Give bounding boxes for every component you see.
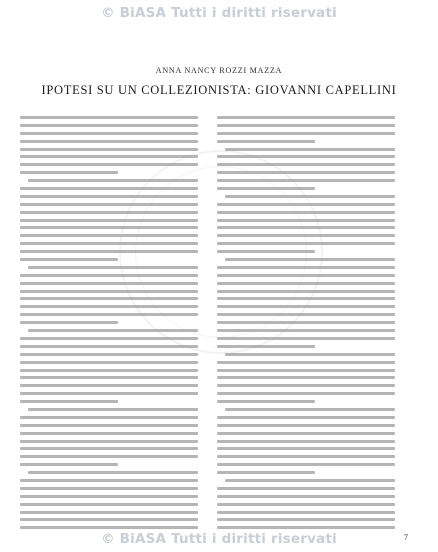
text-line-placeholder	[217, 250, 315, 253]
text-line-placeholder	[217, 140, 315, 143]
text-line-placeholder	[217, 376, 395, 379]
text-line-placeholder	[217, 219, 395, 222]
text-line-placeholder	[225, 195, 395, 198]
text-line-placeholder	[217, 226, 395, 229]
text-line-placeholder	[217, 171, 395, 174]
text-line-placeholder	[217, 361, 395, 364]
text-line-placeholder	[20, 432, 198, 435]
text-line-placeholder	[217, 455, 395, 458]
text-line-placeholder	[20, 132, 198, 135]
text-line-placeholder	[217, 384, 395, 387]
watermark-top: © BiASA Tutti i diritti riservati	[101, 5, 337, 21]
text-line-placeholder	[217, 440, 395, 443]
text-line-placeholder	[225, 408, 395, 411]
text-line-placeholder	[20, 195, 198, 198]
article-author: ANNA NANCY ROZZI MAZZA	[155, 66, 283, 75]
text-line-placeholder	[217, 345, 315, 348]
text-line-placeholder	[217, 337, 395, 340]
text-line-placeholder	[217, 187, 315, 190]
text-line-placeholder	[217, 234, 395, 237]
text-line-placeholder	[20, 290, 198, 293]
text-line-placeholder	[217, 211, 395, 214]
text-line-placeholder	[20, 416, 198, 419]
text-line-placeholder	[20, 503, 198, 506]
text-line-placeholder	[20, 211, 198, 214]
text-line-placeholder	[225, 479, 395, 482]
text-line-placeholder	[20, 447, 198, 450]
text-line-placeholder	[20, 392, 198, 395]
text-line-placeholder	[217, 163, 395, 166]
article-title: IPOTESI SU UN COLLEZIONISTA: GIOVANNI CAPELLINI	[41, 83, 397, 97]
text-line-placeholder	[20, 479, 198, 482]
text-line-placeholder	[217, 116, 395, 119]
text-line-placeholder	[217, 132, 395, 135]
text-line-placeholder	[225, 148, 395, 151]
text-line-placeholder	[217, 392, 395, 395]
text-line-placeholder	[217, 297, 395, 300]
text-line-placeholder	[217, 416, 395, 419]
text-line-placeholder	[217, 155, 395, 158]
text-line-placeholder	[217, 487, 395, 490]
text-line-placeholder	[217, 432, 395, 435]
text-line-placeholder	[217, 503, 395, 506]
text-line-placeholder	[217, 282, 395, 285]
text-line-placeholder	[20, 203, 198, 206]
text-line-placeholder	[20, 313, 198, 316]
text-line-placeholder	[20, 282, 198, 285]
text-line-placeholder	[20, 258, 118, 261]
text-line-placeholder	[20, 345, 198, 348]
text-line-placeholder	[20, 140, 198, 143]
text-line-placeholder	[20, 116, 198, 119]
text-line-placeholder	[217, 495, 395, 498]
text-line-placeholder	[20, 234, 198, 237]
text-line-placeholder	[217, 290, 395, 293]
text-line-placeholder	[20, 242, 198, 245]
text-line-placeholder	[20, 384, 198, 387]
text-line-placeholder	[20, 361, 198, 364]
text-line-placeholder	[20, 369, 198, 372]
text-line-placeholder	[20, 526, 198, 529]
text-line-placeholder	[20, 171, 118, 174]
text-line-placeholder	[20, 321, 118, 324]
text-line-placeholder	[20, 376, 198, 379]
text-line-placeholder	[217, 203, 395, 206]
text-line-placeholder	[20, 511, 198, 514]
text-line-placeholder	[20, 440, 198, 443]
text-line-placeholder	[20, 250, 198, 253]
text-line-placeholder	[20, 226, 198, 229]
text-line-placeholder	[20, 148, 198, 151]
body-column-right	[217, 116, 395, 534]
text-line-placeholder	[217, 321, 395, 324]
text-line-placeholder	[20, 463, 118, 466]
text-line-placeholder	[217, 242, 395, 245]
text-line-placeholder	[217, 369, 395, 372]
text-line-placeholder	[225, 353, 395, 356]
text-line-placeholder	[20, 353, 198, 356]
text-line-placeholder	[217, 424, 395, 427]
text-line-placeholder	[217, 447, 395, 450]
page-number: 7	[404, 533, 408, 542]
text-line-placeholder	[20, 400, 118, 403]
text-line-placeholder	[217, 526, 395, 529]
text-line-placeholder	[217, 124, 395, 127]
text-line-placeholder	[20, 163, 198, 166]
text-line-placeholder	[20, 305, 198, 308]
text-line-placeholder	[225, 258, 395, 261]
body-column-left	[20, 116, 198, 534]
text-line-placeholder	[20, 219, 198, 222]
text-line-placeholder	[20, 155, 198, 158]
text-line-placeholder	[20, 337, 198, 340]
text-line-placeholder	[217, 518, 395, 521]
text-line-placeholder	[217, 511, 395, 514]
text-line-placeholder	[28, 471, 198, 474]
text-line-placeholder	[28, 329, 198, 332]
text-line-placeholder	[20, 124, 198, 127]
text-line-placeholder	[20, 424, 198, 427]
text-line-placeholder	[217, 313, 395, 316]
text-line-placeholder	[217, 274, 395, 277]
text-line-placeholder	[20, 455, 198, 458]
text-line-placeholder	[20, 487, 198, 490]
text-line-placeholder	[217, 329, 395, 332]
text-line-placeholder	[20, 518, 198, 521]
watermark-bottom: © BiASA Tutti i diritti riservati	[101, 531, 337, 547]
text-line-placeholder	[20, 187, 198, 190]
text-line-placeholder	[217, 471, 315, 474]
text-line-placeholder	[217, 266, 395, 269]
text-line-placeholder	[217, 305, 395, 308]
text-line-placeholder	[28, 408, 198, 411]
text-line-placeholder	[28, 179, 198, 182]
text-line-placeholder	[217, 179, 395, 182]
text-line-placeholder	[217, 400, 315, 403]
text-line-placeholder	[217, 463, 395, 466]
text-line-placeholder	[20, 495, 198, 498]
text-line-placeholder	[28, 266, 198, 269]
text-line-placeholder	[20, 274, 198, 277]
text-line-placeholder	[20, 297, 198, 300]
